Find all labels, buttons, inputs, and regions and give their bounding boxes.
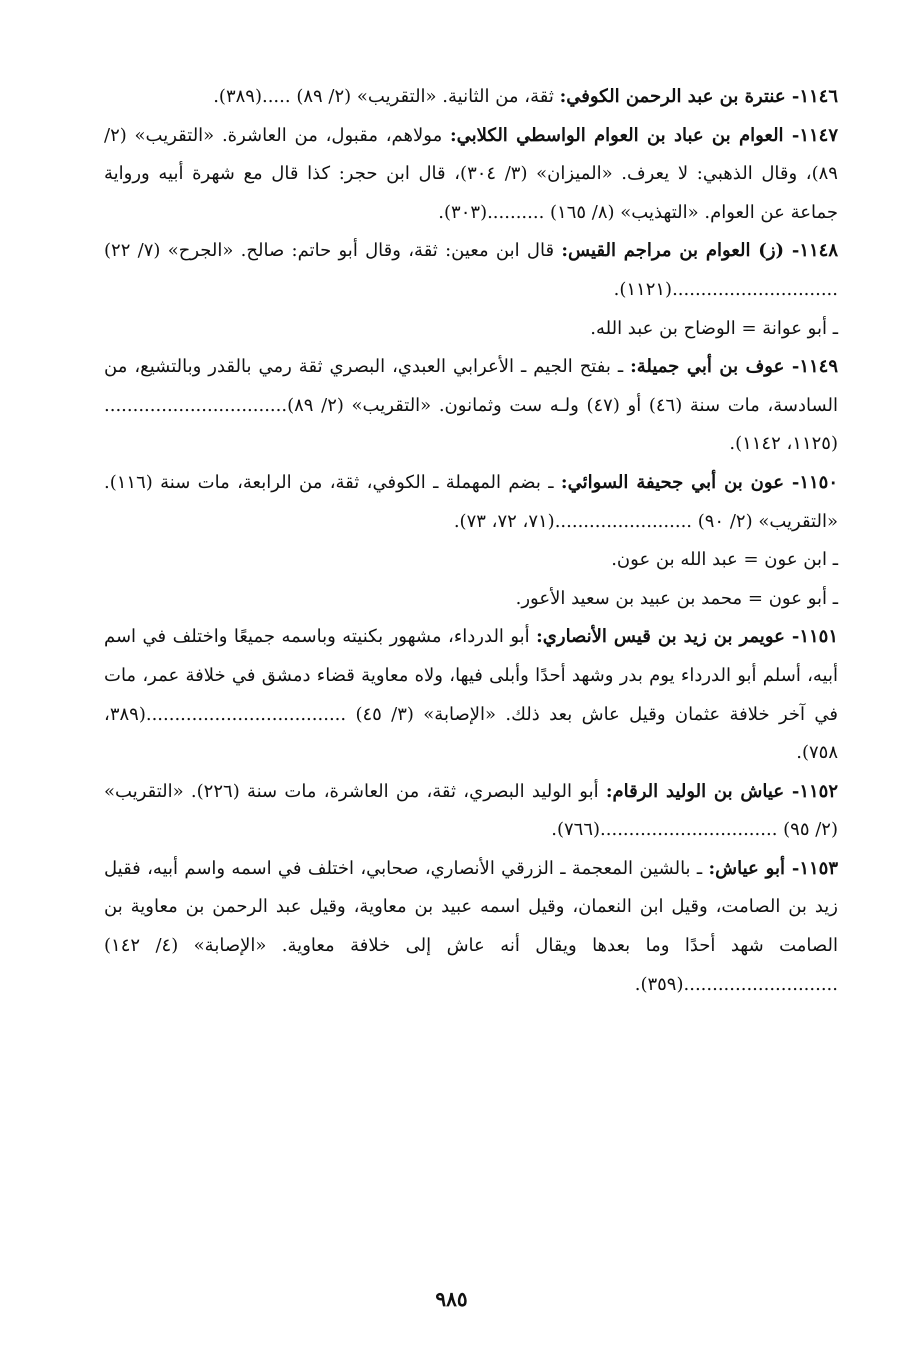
entry-heading: ١١٥٢- عياش بن الوليد الرقام: <box>605 780 838 802</box>
cross-reference: ـ ابن عون = عبد الله بن عون. <box>611 549 838 571</box>
entry-heading: ١١٥٣- أبو عياش: <box>708 857 838 879</box>
entry-body: ـ بالشين المعجمة ـ الزرقي الأنصاري، صحابي، اختلف في اسمه واسم أبيه، فقيل زيد بن الصامت، وقيل ابن النعمان، وقيل اسمه عبيد بن معاوية، وقيل عبد الرحمن بن معاوية بن الصامت شهد أحدًا وما بعدها ويقال أنه عاش إلى خلافة معاوية. «الإصابة» (٤/ ١٤٢) ...........................(٣٥٩). <box>104 857 838 995</box>
biography-entry <box>104 464 838 541</box>
biography-entry <box>104 618 838 772</box>
entry-heading: ١١٥٠- عون بن أبي جحيفة السوائي: <box>560 471 838 493</box>
biography-entry <box>104 232 838 309</box>
biography-entry <box>104 117 838 233</box>
entry-heading: ١١٤٩- عوف بن أبي جميلة: <box>630 356 838 378</box>
entry-heading: ١١٤٨- (ز) العوام بن مراجم القيس: <box>561 240 838 262</box>
entry-body: ـ بضم المهملة ـ الكوفي، ثقة، من الرابعة، مات سنة (١١٦). «التقريب» (٢/ ٩٠) ........................(٧١، ٧٢، ٧٣). <box>104 471 838 532</box>
entry-body: مولاهم، مقبول، من العاشرة. «التقريب» (٢/ ٨٩)، وقال الذهبي: لا يعرف. «الميزان» (٣/ ٣٠٤)، قال ابن حجر: كذا قال مع شهرة أبيه ورواية جماعة عن العوام. «التهذيب» (٨/ ١٦٥) ..........(٣٠٣). <box>104 124 838 223</box>
biography-entry <box>104 78 838 117</box>
entry-body: قال ابن معين: ثقة، وقال أبو حاتم: صالح. «الجرح» (٧/ ٢٢) .............................(١١٢١). <box>104 240 838 300</box>
entry-body: أبو الدرداء، مشهور بكنيته وباسمه جميعًا واختلف في اسم أبيه، أسلم أبو الدرداء يوم بدر وشهد أحدًا وأبلى فيها، ولاه معاوية قضاء دمشق في خلافة عمر، مات في آخر خلافة عثمان وقيل عاش بعد ذلك. «الإصابة» (٣/ ٤٥) ...................................(٣٨٩، ٧٥٨). <box>104 626 838 764</box>
cross-reference: ـ أبو عون = محمد بن عبيد بن سعيد الأعور. <box>515 587 838 609</box>
cross-reference: ـ أبو عوانة = الوضاح بن عبد الله. <box>590 317 838 339</box>
entry-heading: ١١٥١- عويمر بن زيد بن قيس الأنصاري: <box>536 626 838 648</box>
biography-entry <box>104 773 838 850</box>
entry-body: ثقة، من الثانية. «التقريب» (٢/ ٨٩) .....(٣٨٩). <box>213 86 560 107</box>
biography-entry <box>104 850 838 1004</box>
biography-entry <box>104 348 838 464</box>
page-content <box>104 78 838 1004</box>
page-number: ٩٨٥ <box>435 1287 468 1311</box>
entry-heading: ١١٤٦- عنترة بن عبد الرحمن الكوفي: <box>559 86 838 107</box>
entry-body: ـ بفتح الجيم ـ الأعرابي العبدي، البصري ثقة رمي بالقدر وبالتشيع، من السادسة، مات سنة (٤٦) أو (٤٧) ولـه ست وثمانون. «التقريب» (٢/ ٨٩)................................(١١٢٥، ١١٤٢). <box>104 356 838 455</box>
entry-body: أبو الوليد البصري، ثقة، من العاشرة، مات سنة (٢٢٦). «التقريب» (٢/ ٩٥) ...............................(٧٦٦). <box>104 780 838 841</box>
entry-heading: ١١٤٧- العوام بن عباد بن العوام الواسطي الكلابي: <box>449 124 838 146</box>
